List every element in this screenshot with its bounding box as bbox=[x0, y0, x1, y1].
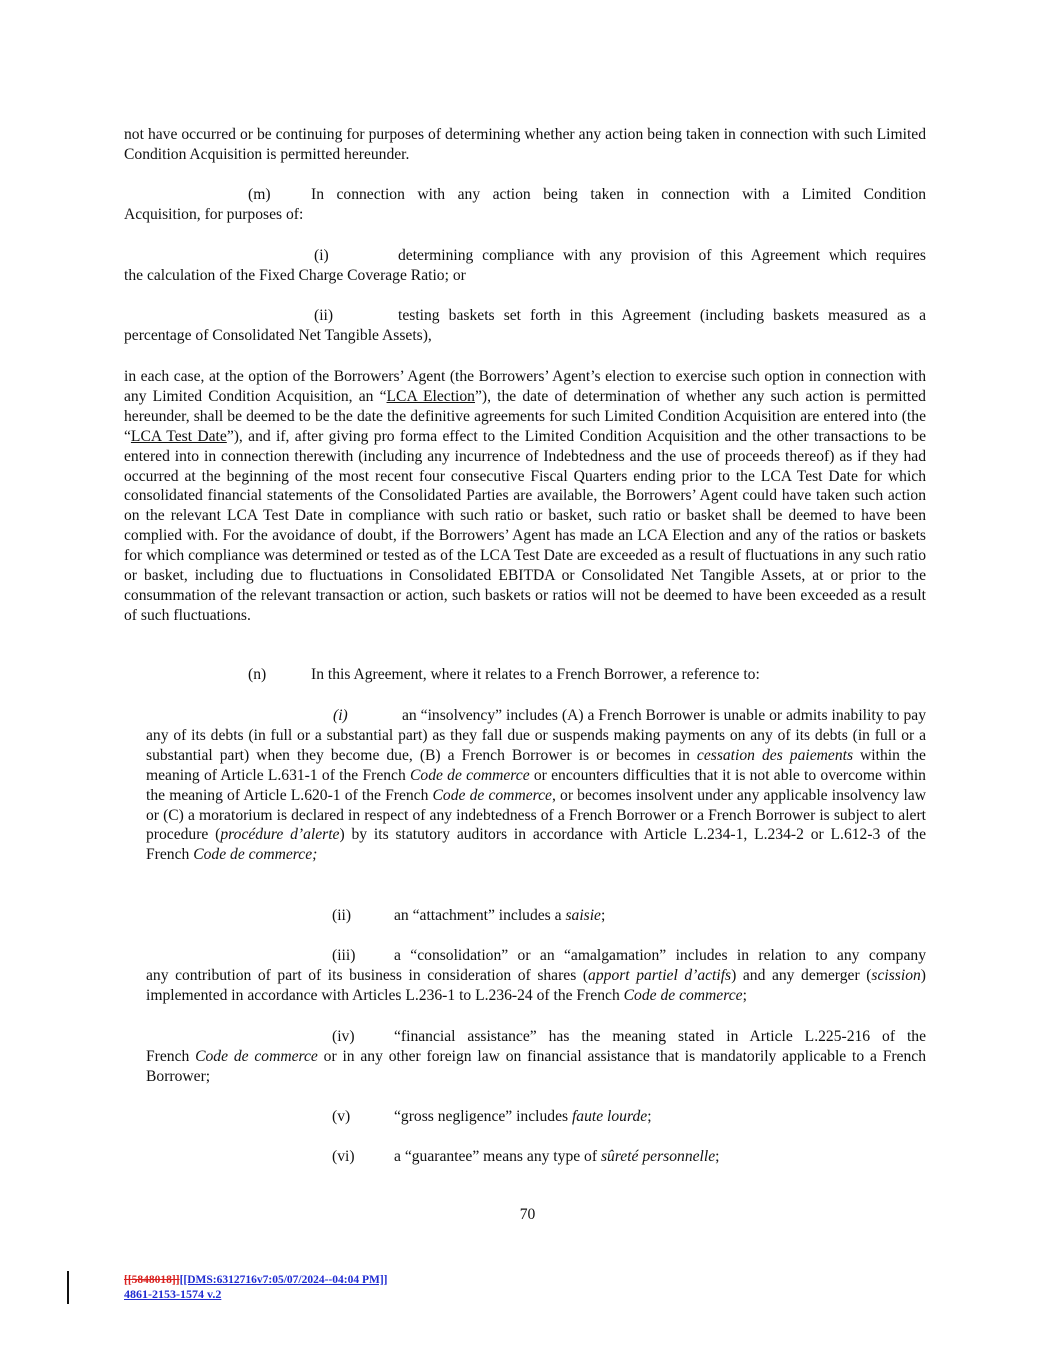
clause-n-i-text-d: Code de commerce bbox=[410, 766, 530, 784]
clause-m-label: (m) bbox=[248, 186, 271, 203]
clause-n-iii-text-line1: a “consolidation” or an “amalgamation” includes in relation to any company bbox=[394, 947, 926, 964]
footer-doc-id: 4861-2153-1574 v.2 bbox=[124, 1287, 222, 1301]
clause-m-text-line1: In connection with any action being taken in connection with a Limited Condition bbox=[311, 186, 926, 203]
clause-m-i-text-rest: the calculation of the Fixed Charge Coverage Ratio; or bbox=[124, 266, 466, 284]
clause-m-ii-label: (ii) bbox=[314, 307, 334, 324]
clause-n-iii-text-b: apport partiel d’actifs bbox=[588, 966, 732, 984]
clause-m-ii-text-line1: testing baskets set forth in this Agreement (including baskets measured as a bbox=[398, 307, 926, 324]
clause-n-v-label: (v) bbox=[332, 1108, 351, 1125]
clause-n-label: (n) bbox=[248, 666, 267, 683]
continuation-paragraph bbox=[124, 125, 926, 165]
clause-n-iii-label: (iii) bbox=[332, 947, 356, 964]
clause-n-iv-rest bbox=[146, 1047, 926, 1087]
clause-n-iii-first-line bbox=[146, 946, 926, 966]
clause-n-i-text-a: an “insolvency” includes (A) a French Borrower is unable or admits inability to pay any of its debts (in full or a substantial part) as they fall due or suspends making payments on any of its debts (in full or a substantial part) when they become due, (B) a French Borrower is or becomes in bbox=[146, 707, 926, 764]
clause-n-iii-text-e: ) implemented in accordance with Articles L.236-1 to L.236-24 of the French bbox=[146, 966, 926, 1004]
clause-n-iii-rest bbox=[146, 966, 926, 1006]
clause-n-ii bbox=[146, 906, 926, 926]
clause-n-i bbox=[146, 706, 926, 865]
clause-n-vi-text-b: sûreté personnelle bbox=[600, 1148, 716, 1165]
clause-n-ii-text-a: an “attachment” includes a bbox=[394, 907, 566, 924]
clause-n-v bbox=[146, 1107, 926, 1127]
clause-n-vi bbox=[146, 1147, 926, 1167]
clause-m-i bbox=[124, 246, 926, 286]
continuation-text: not have occurred or be continuing for purposes of determining whether any action being taken in connection with such Limited Condition Acquisition is permitted hereunder. bbox=[124, 126, 926, 163]
clause-n-i-text-e: or encounters difficulties that it is not able to overcome within the meaning of Article L.620-1 of the French bbox=[146, 766, 926, 804]
clause-n-iv-text-b: Code de commerce bbox=[195, 1047, 318, 1065]
clause-m-first-line bbox=[124, 185, 926, 205]
clause-n-iv-label: (iv) bbox=[332, 1028, 355, 1045]
clause-n-i-text-b: cessation des paiements bbox=[696, 746, 854, 764]
clause-n-iv-text-a: French bbox=[146, 1047, 196, 1065]
lca-paragraph bbox=[124, 367, 926, 626]
clause-n-i-text-j: Code de commerce; bbox=[193, 846, 318, 864]
clause-n-iv-text-line1: “financial assistance” has the meaning stated in Article L.225-216 of the bbox=[394, 1028, 926, 1045]
clause-m-ii bbox=[124, 306, 926, 346]
clause-n-ii-text-b: saisie bbox=[565, 907, 601, 924]
clause-n-iii-text-f: Code de commerce bbox=[623, 986, 743, 1004]
clause-n-vi-text-c: ; bbox=[715, 1148, 720, 1165]
clause-n-ii-text-c: ; bbox=[600, 907, 606, 924]
change-bar bbox=[67, 1271, 69, 1304]
clause-n-ii-label: (ii) bbox=[332, 907, 352, 924]
lca-election-term: LCA Election bbox=[386, 387, 475, 405]
document-footer bbox=[124, 1273, 388, 1301]
clause-m-ii-first-line bbox=[124, 306, 926, 326]
clause-n-iii bbox=[146, 946, 926, 1006]
clause-n-i-text-i: ) by its statutory auditors in accordance with Article L.234-1, L.234-2 or L.612-3 of the French bbox=[146, 826, 926, 864]
clause-n-v-text-c: ; bbox=[647, 1108, 652, 1125]
clause-n-i-label: (i) bbox=[333, 707, 348, 724]
clause-n-iv bbox=[146, 1027, 926, 1087]
clause-n-iii-text-d: scission bbox=[871, 966, 921, 984]
clause-n-text: In this Agreement, where it relates to a French Borrower, a reference to: bbox=[311, 666, 760, 683]
clause-n-iii-text-g: ; bbox=[742, 986, 747, 1004]
clause-m-i-label: (i) bbox=[314, 247, 329, 264]
lca-test-date-term: LCA Test Date bbox=[130, 427, 227, 445]
clause-n bbox=[124, 665, 926, 685]
page-number: 70 bbox=[519, 1206, 536, 1223]
footer-inserted-ref: [[DMS:6312716v7:05/07/2024--04:04 PM]] bbox=[179, 1274, 388, 1286]
clause-n-v-text-a: “gross negligence” includes bbox=[394, 1108, 572, 1125]
footer-ref-line bbox=[124, 1273, 388, 1287]
clause-n-i-text-h: procédure d’alerte bbox=[220, 826, 340, 844]
clause-m bbox=[124, 185, 926, 225]
footer-deleted-ref: [[5848018]] bbox=[124, 1274, 180, 1286]
clause-m-i-first-line bbox=[124, 246, 926, 266]
clause-m-text-rest: Acquisition, for purposes of: bbox=[124, 205, 304, 223]
clause-n-i-text-f: Code de commerce bbox=[432, 786, 552, 804]
clause-n-i-text-g: , or becomes insolvent under any applicable insolvency law or (C) a moratorium is declared in respect of any indebtedness of a French Borrower or a French Borrower is subject to alert procedure ( bbox=[146, 786, 926, 844]
clause-n-iv-text-c: or in any other foreign law on financial assistance that is mandatorily applicable to a French Borrower; bbox=[146, 1047, 926, 1085]
clause-n-v-text-b: faute lourde bbox=[571, 1108, 648, 1125]
clause-m-i-text-line1: determining compliance with any provision of this Agreement which requires bbox=[398, 247, 926, 264]
clause-n-vi-label: (vi) bbox=[332, 1148, 355, 1165]
lca-text-2: ”), the date of determination of whether any such action is permitted hereunder, shall be deemed to be the date the definitive agreements for such Limited Condition Acquisition are entered into (the “ bbox=[124, 387, 926, 445]
clause-m-ii-text-rest: percentage of Consolidated Net Tangible Assets), bbox=[124, 326, 432, 344]
clause-n-iv-first-line bbox=[146, 1027, 926, 1047]
clause-n-iii-text-c: ) and any demerger ( bbox=[731, 966, 872, 984]
clause-n-vi-text-a: a “guarantee” means any type of bbox=[394, 1148, 601, 1165]
clause-n-iii-text-a: any contribution of part of its business in consideration of shares ( bbox=[146, 966, 589, 984]
clause-n-i-text-c: within the meaning of Article L.631-1 of the French bbox=[146, 746, 926, 784]
lca-text-1: in each case, at the option of the Borrowers’ Agent (the Borrowers’ Agent’s election to exercise such option in connection with any Limited Condition Acquisition, an “ bbox=[124, 368, 926, 405]
lca-text-3: ”), and if, after giving pro forma effect to the Limited Condition Acquisition and the other transactions to be entered into in connection therewith (including any incurrence of Indebtedness and the use of proceeds thereof) as if they had occurred at the beginning of the most recent four consecutive Fiscal Quarters ending prior to the LCA Test Date for which consolidated financial statements of the Consolidated Parties are available, the Borrowers’ Agent could have taken such action on the relevant LCA Test Date in compliance with such ratio or basket, such ratio or basket shall be deemed to have been complied with. For the avoidance of doubt, if the Borrowers’ Agent has made an LCA Election and any of the ratios or baskets for which compliance was determined or tested as of the LCA Test Date are exceeded as a result of fluctuations in any such ratio or basket, including due to fluctuations in Consolidated EBITDA or Consolidated Net Tangible Assets, at or prior to the consummation of the relevant transaction or action, such baskets or ratios will not be deemed to have been exceeded as a result of such fluctuations. bbox=[124, 427, 926, 624]
